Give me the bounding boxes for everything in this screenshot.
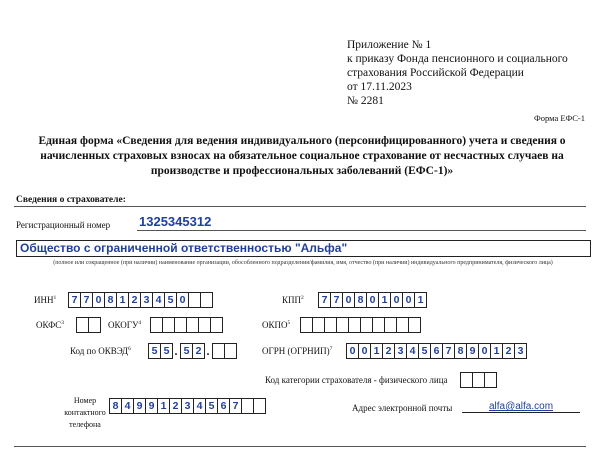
inn-digit-cell[interactable]: 1 xyxy=(116,292,129,308)
okfs-cells[interactable] xyxy=(76,317,100,333)
kpp-note: 2 xyxy=(301,295,304,301)
insurer-heading: Сведения о страхователе: xyxy=(16,195,126,205)
ogrn-digit-cell[interactable]: 2 xyxy=(502,343,515,359)
ogrn-label-text: ОГРН (ОГРНИП) xyxy=(262,346,330,356)
okogu-label-text: ОКОГУ xyxy=(108,320,139,330)
inn-digit-cell[interactable]: 5 xyxy=(164,292,177,308)
inn-note: 1 xyxy=(53,295,57,301)
phone-digit-cell[interactable]: 9 xyxy=(133,398,146,414)
kpp-cells[interactable] xyxy=(318,292,426,308)
okfs-label-text: ОКФС xyxy=(36,320,62,330)
inn-digit-cell[interactable]: 2 xyxy=(128,292,141,308)
okved-label-text: Код по ОКВЭД xyxy=(70,346,129,356)
phone-digit-cell[interactable]: 4 xyxy=(121,398,134,414)
heading-divider xyxy=(14,206,586,207)
kpp-digit-cell[interactable]: 7 xyxy=(330,292,343,308)
okved-separator: . xyxy=(206,344,210,358)
document-title: Единая форма «Сведения для ведения индивидуального (персонифицированного) учета и сведения о начисленных страховых взносах на обязательное социальное страхование от несчастных случаев на производстве и профессиональных заболеваний (ЕФС-1)» xyxy=(38,135,566,177)
okved-digit-cell[interactable]: 5 xyxy=(180,343,193,359)
kpp-digit-cell[interactable]: 0 xyxy=(342,292,355,308)
ogrn-digit-cell[interactable]: 5 xyxy=(418,343,431,359)
okogu-label xyxy=(108,320,141,330)
kpp-label-text: КПП xyxy=(282,295,302,305)
phone-digit-cell[interactable]: 3 xyxy=(181,398,194,414)
kpp-digit-cell[interactable]: 0 xyxy=(390,292,403,308)
okpo-digit-cell[interactable] xyxy=(408,317,421,333)
inn-digit-cell[interactable]: 4 xyxy=(152,292,165,308)
phone-digit-cell[interactable]: 7 xyxy=(229,398,242,414)
okfs-label xyxy=(36,320,64,330)
ogrn-digit-cell[interactable]: 0 xyxy=(346,343,359,359)
phone-digit-cell[interactable]: 9 xyxy=(145,398,158,414)
appendix-line: Приложение № 1 xyxy=(347,39,432,51)
phone-digit-cell[interactable]: 4 xyxy=(193,398,206,414)
appendix-block xyxy=(347,38,568,108)
ogrn-digit-cell[interactable]: 3 xyxy=(394,343,407,359)
registration-label: Регистрационный номер xyxy=(16,220,111,230)
phone-cells[interactable] xyxy=(109,398,265,414)
inn-digit-cell[interactable]: 0 xyxy=(176,292,189,308)
appendix-line: к приказу Фонда пенсионного и социального xyxy=(347,53,568,65)
inn-digit-cell[interactable] xyxy=(200,292,213,308)
appendix-line: страхования Российской Федерации xyxy=(347,67,524,79)
ogrn-note: 7 xyxy=(329,346,333,352)
okved-label xyxy=(70,346,131,356)
inn-label xyxy=(34,295,56,305)
form-code: Форма ЕФС-1 xyxy=(534,113,585,123)
okved-note: 6 xyxy=(128,346,131,352)
phone-digit-cell[interactable]: 6 xyxy=(217,398,230,414)
okved-separator: . xyxy=(174,344,178,358)
ogrn-digit-cell[interactable]: 0 xyxy=(478,343,491,359)
ogrn-digit-cell[interactable]: 1 xyxy=(490,343,503,359)
okved-cells[interactable] xyxy=(148,343,236,359)
inn-digit-cell[interactable]: 3 xyxy=(140,292,153,308)
kpp-digit-cell[interactable]: 7 xyxy=(318,292,331,308)
ogrn-digit-cell[interactable]: 1 xyxy=(370,343,383,359)
ogrn-cells[interactable] xyxy=(346,343,526,359)
registration-underline xyxy=(137,230,586,231)
phone-digit-cell[interactable]: 1 xyxy=(157,398,170,414)
bottom-divider xyxy=(14,446,586,447)
ogrn-digit-cell[interactable]: 8 xyxy=(454,343,467,359)
ogrn-digit-cell[interactable]: 7 xyxy=(442,343,455,359)
okved-digit-cell[interactable] xyxy=(224,343,237,359)
okved-digit-cell[interactable]: 5 xyxy=(160,343,173,359)
phone-digit-cell[interactable] xyxy=(253,398,266,414)
okved-digit-cell[interactable]: 2 xyxy=(192,343,205,359)
organization-name-field[interactable]: Общество с ограниченной ответственностью "Альфа" xyxy=(16,240,591,257)
phone-digit-cell[interactable]: 5 xyxy=(205,398,218,414)
inn-cells[interactable] xyxy=(68,292,212,308)
okfs-digit-cell[interactable] xyxy=(88,317,101,333)
phone-digit-cell[interactable]: 8 xyxy=(109,398,122,414)
kpp-digit-cell[interactable]: 1 xyxy=(378,292,391,308)
inn-digit-cell[interactable]: 7 xyxy=(68,292,81,308)
kpp-digit-cell[interactable]: 0 xyxy=(402,292,415,308)
okogu-digit-cell[interactable] xyxy=(210,317,223,333)
email-label: Адрес электронной почты xyxy=(352,403,453,413)
phone-label: Номер контактного телефона xyxy=(64,396,106,429)
appendix-line: от 17.11.2023 xyxy=(347,81,412,93)
okpo-label-text: ОКПО xyxy=(262,320,288,330)
ogrn-digit-cell[interactable]: 3 xyxy=(514,343,527,359)
category-digit-cell[interactable] xyxy=(484,372,497,388)
ogrn-digit-cell[interactable]: 4 xyxy=(406,343,419,359)
kpp-digit-cell[interactable]: 1 xyxy=(414,292,427,308)
ogrn-digit-cell[interactable]: 9 xyxy=(466,343,479,359)
ogrn-digit-cell[interactable]: 6 xyxy=(430,343,443,359)
registration-number[interactable]: 1325345312 xyxy=(139,214,212,229)
okfs-note: 3 xyxy=(61,320,64,326)
kpp-digit-cell[interactable]: 0 xyxy=(366,292,379,308)
okpo-note: 5 xyxy=(287,320,291,326)
inn-digit-cell[interactable]: 8 xyxy=(104,292,117,308)
inn-digit-cell[interactable]: 0 xyxy=(92,292,105,308)
ogrn-label xyxy=(262,346,332,356)
appendix-line: № 2281 xyxy=(347,95,384,107)
ogrn-digit-cell[interactable]: 0 xyxy=(358,343,371,359)
okogu-note: 4 xyxy=(138,320,142,326)
inn-digit-cell[interactable]: 7 xyxy=(80,292,93,308)
okogu-cells[interactable] xyxy=(150,317,222,333)
inn-label-text: ИНН xyxy=(34,295,54,305)
email-field[interactable]: alfa@alfa.com xyxy=(462,401,580,413)
ogrn-digit-cell[interactable]: 2 xyxy=(382,343,395,359)
okpo-label xyxy=(262,320,290,330)
okpo-cells[interactable] xyxy=(300,317,420,333)
category-cells[interactable] xyxy=(460,372,496,388)
category-label: Код категории страхователя - физического лица xyxy=(265,375,448,385)
organization-caption: (полное или сокращенное (при наличии) наименование организации, обособленного подразделения/фамилия, имя, отчество (при наличии) индивидуального предпринимателя, физического лица) xyxy=(53,260,553,266)
kpp-digit-cell[interactable]: 8 xyxy=(354,292,367,308)
kpp-label xyxy=(282,295,304,305)
phone-digit-cell[interactable]: 2 xyxy=(169,398,182,414)
okved-digit-cell[interactable]: 5 xyxy=(148,343,161,359)
